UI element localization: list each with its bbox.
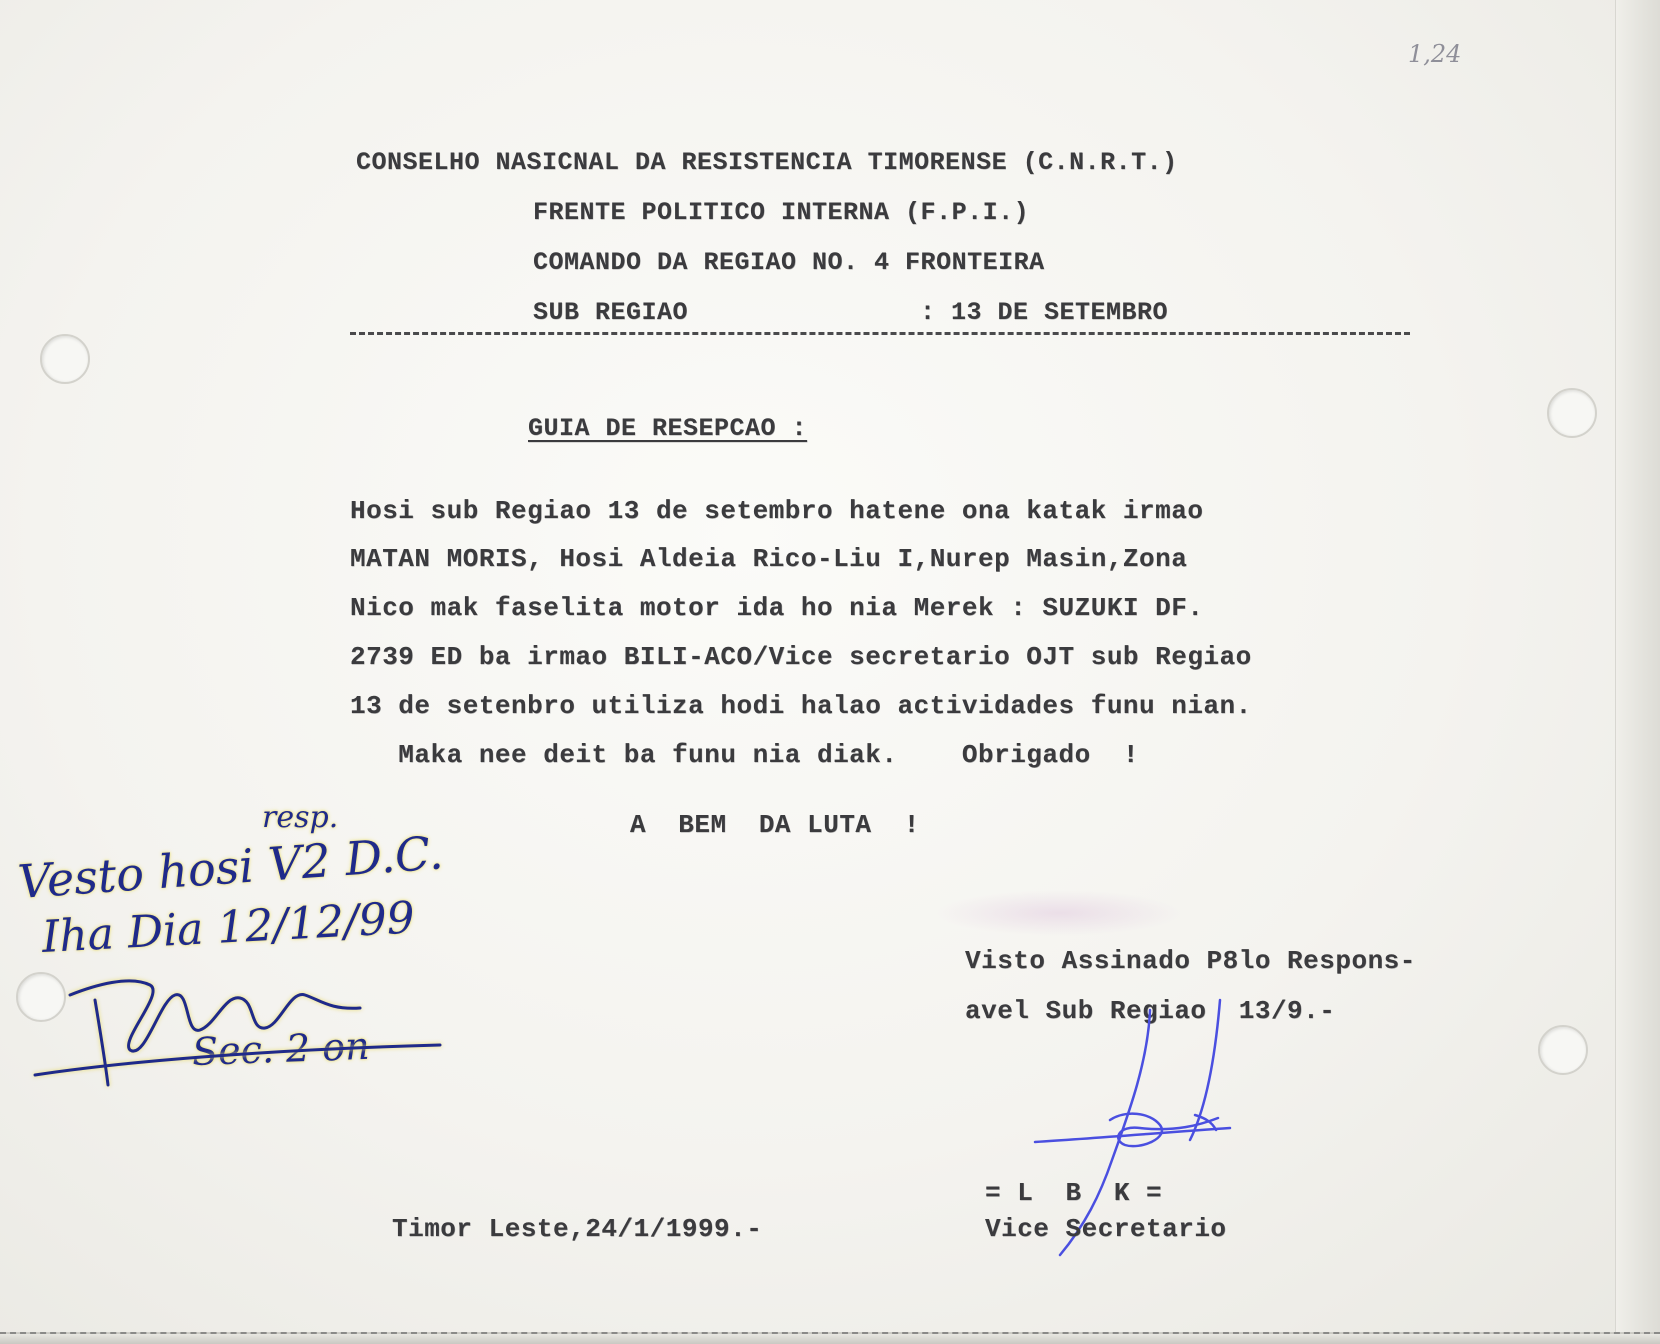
handwritten-note-resp: resp. (262, 800, 339, 835)
body-line-5: 13 de setenbro utiliza hodi halao actividades funu nian. (350, 691, 1252, 721)
document-title: GUIA DE RESEPCAO : (528, 414, 808, 443)
body-line-4: 2739 ED ba irmao BILI-ACO/Vice secretario OJT sub Regiao (350, 642, 1252, 672)
place-date: Timor Leste,24/1/1999.- (392, 1214, 763, 1244)
header-front: FRENTE POLITICO INTERNA (F.P.I.) (533, 198, 1030, 227)
body-line-3: Nico mak faselita motor ida ho nia Merek : SUZUKI DF. (350, 593, 1204, 623)
body-line-2: MATAN MORIS, Hosi Aldeia Rico-Liu I,Nurep Masin,Zona (350, 544, 1188, 574)
body-line-1: Hosi sub Regiao 13 de setembro hatene ona katak irmao (350, 496, 1204, 526)
header-subregion-value: : 13 DE SETEMBRO (920, 298, 1169, 327)
page-number: 1,24 (1408, 40, 1462, 68)
header-command: COMANDO DA REGIAO NO. 4 FRONTEIRA (533, 248, 1045, 277)
signature-block-line-2: avel Sub Regiao 13/9.- (965, 996, 1336, 1026)
signature-block-line-1: Visto Assinado P8lo Respons- (965, 946, 1416, 976)
handwritten-note-visto: Vesto hosi V2 D.C. (16, 825, 445, 909)
signature-initials: = L B K = (985, 1178, 1163, 1208)
signature-role: Vice Secretario (985, 1214, 1227, 1244)
handwritten-note-secretary: Sec. 2 on (191, 1023, 371, 1074)
header-subregion-label: SUB REGIAO (533, 298, 689, 327)
slogan: A BEM DA LUTA ! (630, 810, 920, 840)
body-line-6: Maka nee deit ba funu nia diak. Obrigado ! (350, 740, 1140, 770)
header-organization: CONSELHO NASICNAL DA RESISTENCIA TIMORENSE (C.N.R.T.) (356, 148, 1178, 177)
handwritten-note-date: Iha Dia 12/12/99 (40, 892, 416, 963)
